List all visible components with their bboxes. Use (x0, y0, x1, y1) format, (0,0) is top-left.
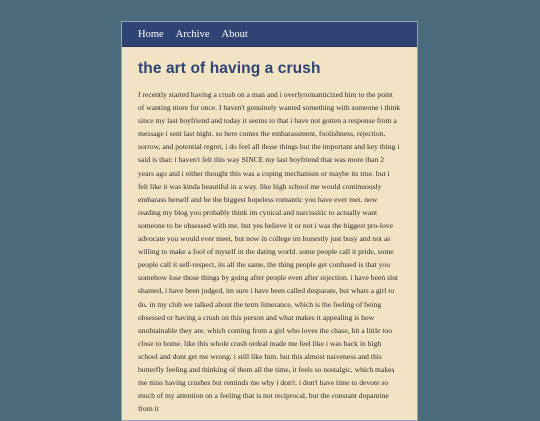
nav-link-archive[interactable]: Archive (175, 28, 210, 40)
nav-link-about[interactable]: About (221, 28, 248, 40)
blog-page (121, 21, 418, 421)
post-body: I recently started having a crush on a man and i overlyromanticized him to the point of wanting more for once. I haven't genuinely wanted something with someone i think since my last boyfriend and today it seems to that i have not gotten a response from a message i sent last night. so here comes the embarassment, foolishness, rejection, sorrow, and potential regret, i do feel all those things but the important and key thing i said is that: i haven't felt this way SINCE my last boyfriend that was more than 2 years ago and i either thought this was a coping mechanism or maybe its true. but i felt like it was kinda beautiful in a way. like high school me would continuously embarass herself and be the biggest hopeless romantic you have ever met. now reading my blog you probably think im cynical and narcissitic to actually want someone to be obsessed with me. but yes believe it or not i was the biggest pro-love advocate you would ever meet, but now in college im honestly just busy and not as willing to make a fool of myself in the dating world. some people call it pride, some people call it self-respect, its all the same, the thing people get confused is that you somehow lose those things by going after people even after rejection. i have been slut shamed, i have been judged, im sure i have been called desparate, but whats a girl to do. in my club we talked about the term limerance, which is the feeling of being obsessed or having a crush on this person and what makes it appealing is how unobtainable they are. which coming from a girl who loves the chase, hit a little too close to home. like this whole crush ordeal made me feel like i was back in high school and dont get me wrong: i still like him. but this almost naiveness and this butterfly feeling and thinking of them all the time, it feels so nostalgic, which makes me miss having crushes but reminds me why i don't. i don't have time to devote so much of my attention on a feeling that is not reciprocal, but the constant dopamine from it (138, 90, 401, 414)
top-navbar (122, 22, 417, 47)
nav-link-home[interactable]: Home (138, 28, 164, 40)
post-title: the art of having a crush (138, 60, 321, 77)
post-content (122, 60, 417, 415)
